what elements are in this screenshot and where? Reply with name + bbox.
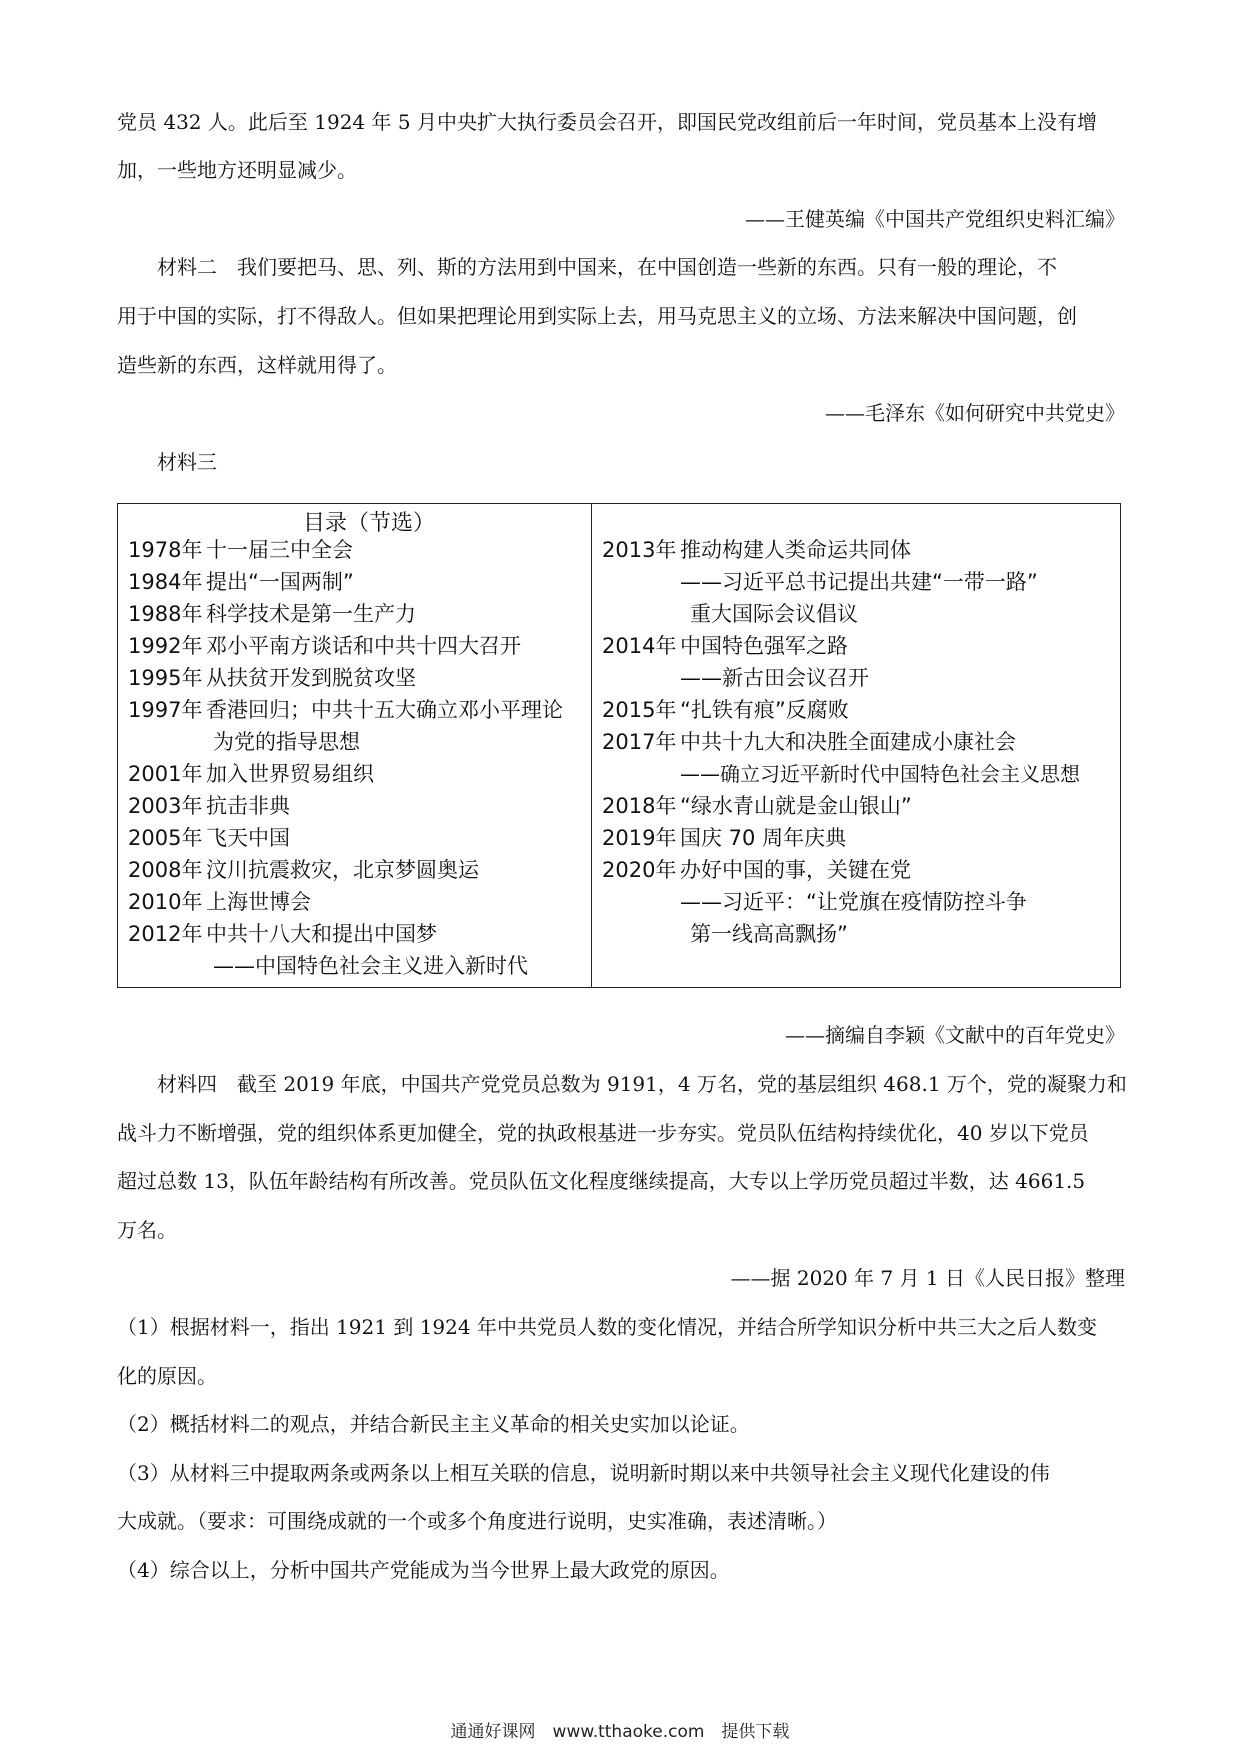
toc-title: 目录（节选） bbox=[303, 511, 436, 536]
toc-continuation: ——中国特色社会主义进入新时代 bbox=[213, 954, 528, 978]
material3-label: 材料三 bbox=[157, 450, 217, 474]
toc-entry bbox=[128, 631, 521, 661]
material2-text-line1: 材料二 我们要把马、思、列、斯的方法用到中国来，在中国创造一些新的东西。只有一般的理论，不 bbox=[157, 255, 1057, 279]
toc-continuation: 重大国际会议倡议 bbox=[690, 602, 858, 626]
toc-text: 抗击非典 bbox=[206, 794, 290, 818]
toc-entry bbox=[128, 887, 311, 917]
toc-text: 飞天中国 bbox=[206, 826, 290, 850]
toc-year: 2014年 bbox=[602, 634, 677, 658]
toc-year: 2019年 bbox=[602, 826, 677, 850]
toc-continuation: 为党的指导思想 bbox=[213, 730, 360, 754]
material4-text-line4: 万名。 bbox=[117, 1218, 177, 1242]
toc-text: 中共十九大和决胜全面建成小康社会 bbox=[680, 730, 1016, 754]
toc-text: 办好中国的事，关键在党 bbox=[680, 858, 911, 882]
toc-continuation: 第一线高高飘扬” bbox=[690, 922, 848, 946]
material2-text-line3: 造些新的东西，这样就用得了。 bbox=[117, 353, 397, 377]
toc-year: 2013年 bbox=[602, 538, 677, 562]
toc-text: 邓小平南方谈话和中共十四大召开 bbox=[206, 634, 521, 658]
toc-text: 汶川抗震救灾，北京梦圆奥运 bbox=[206, 858, 479, 882]
toc-text: 中共十八大和提出中国梦 bbox=[206, 922, 437, 946]
material4-text-line3: 超过总数 13，队伍年龄结构有所改善。党员队伍文化程度继续提高，大专以上学历党员超过半数，达 4661.5 bbox=[117, 1169, 1086, 1193]
toc-entry bbox=[602, 535, 911, 565]
toc-year: 2001年 bbox=[128, 762, 203, 786]
toc-entry bbox=[128, 791, 290, 821]
material1-source: ——王健英编《中国共产党组织史料汇编》 bbox=[745, 207, 1125, 231]
toc-year: 2018年 bbox=[602, 794, 677, 818]
toc-year: 1978年 bbox=[128, 538, 203, 562]
toc-year: 2010年 bbox=[128, 890, 203, 914]
question-3-line2: 大成就。（要求：可围绕成就的一个或多个角度进行说明，史实准确，表述清晰。） bbox=[117, 1509, 837, 1533]
material4-text-line1: 材料四 截至 2019 年底，中国共产党党员总数为 9191，4 万名，党的基层组织 468.1 万个，党的凝聚力和 bbox=[157, 1072, 1127, 1096]
toc-text: “扎铁有痕”反腐败 bbox=[680, 698, 849, 722]
material2-source: ——毛泽东《如何研究中共党史》 bbox=[825, 401, 1125, 425]
toc-year: 2015年 bbox=[602, 698, 677, 722]
toc-entry bbox=[128, 919, 437, 949]
toc-year: 2020年 bbox=[602, 858, 677, 882]
toc-entry bbox=[128, 663, 416, 693]
toc-year: 2005年 bbox=[128, 826, 203, 850]
toc-text: 推动构建人类命运共同体 bbox=[680, 538, 911, 562]
toc-text: 十一届三中全会 bbox=[206, 538, 353, 562]
material2-text-line2: 用于中国的实际，打不得敌人。但如果把理论用到实际上去，用马克思主义的立场、方法来解决中国问题，创 bbox=[117, 304, 1077, 328]
toc-entry bbox=[602, 727, 1016, 757]
question-4: （4）综合以上，分析中国共产党能成为当今世界上最大政党的原因。 bbox=[117, 1558, 730, 1582]
toc-year: 1997年 bbox=[128, 698, 203, 722]
toc-text: 上海世博会 bbox=[206, 890, 311, 914]
material3-source: ——摘编自李颖《文献中的百年党史》 bbox=[785, 1023, 1125, 1047]
toc-entry bbox=[602, 695, 849, 725]
question-2: （2）概括材料二的观点，并结合新民主主义革命的相关史实加以论证。 bbox=[117, 1412, 750, 1436]
toc-table bbox=[117, 503, 1121, 988]
toc-year: 1988年 bbox=[128, 602, 203, 626]
toc-text: 香港回归；中共十五大确立邓小平理论 bbox=[206, 698, 563, 722]
toc-year: 1992年 bbox=[128, 634, 203, 658]
toc-continuation: ——习近平总书记提出共建“一带一路” bbox=[680, 570, 1038, 594]
toc-text: 国庆 70 周年庆典 bbox=[680, 826, 847, 850]
toc-text: “绿水青山就是金山银山” bbox=[680, 794, 912, 818]
question-3-line1: （3）从材料三中提取两条或两条以上相互关联的信息，说明新时期以来中共领导社会主义现代化建设的伟 bbox=[117, 1461, 1050, 1485]
toc-continuation: ——习近平：“让党旗在疫情防控斗争 bbox=[680, 890, 1027, 914]
toc-text: 科学技术是第一生产力 bbox=[206, 602, 416, 626]
toc-year: 1984年 bbox=[128, 570, 203, 594]
toc-year: 2008年 bbox=[128, 858, 203, 882]
material4-text-line2: 战斗力不断增强，党的组织体系更加健全，党的执政根基进一步夯实。党员队伍结构持续优化，40 岁以下党员 bbox=[117, 1121, 1089, 1145]
toc-entry bbox=[602, 791, 912, 821]
toc-entry bbox=[128, 535, 353, 565]
toc-entry bbox=[602, 631, 848, 661]
toc-entry bbox=[602, 855, 911, 885]
toc-entry bbox=[602, 823, 846, 853]
toc-entry bbox=[128, 823, 290, 853]
toc-divider bbox=[591, 504, 592, 987]
toc-year: 2003年 bbox=[128, 794, 203, 818]
toc-text: 从扶贫开发到脱贫攻坚 bbox=[206, 666, 416, 690]
material1-text-line1: 党员 432 人。此后至 1924 年 5 月中央扩大执行委员会召开，即国民党改组前后一年时间，党员基本上没有增 bbox=[117, 110, 1097, 134]
toc-entry bbox=[128, 599, 416, 629]
toc-year: 1995年 bbox=[128, 666, 203, 690]
material4-source: ——据 2020 年 7 月 1 日《人民日报》整理 bbox=[730, 1266, 1125, 1290]
toc-year: 2012年 bbox=[128, 922, 203, 946]
toc-entry bbox=[128, 567, 354, 597]
toc-entry bbox=[128, 695, 563, 725]
toc-text: 中国特色强军之路 bbox=[680, 634, 848, 658]
toc-text: 加入世界贸易组织 bbox=[206, 762, 374, 786]
toc-year: 2017年 bbox=[602, 730, 677, 754]
toc-continuation: ——新古田会议召开 bbox=[680, 666, 869, 690]
material1-text-line2: 加，一些地方还明显减少。 bbox=[117, 158, 357, 182]
toc-entry bbox=[128, 855, 479, 885]
toc-continuation: ——确立习近平新时代中国特色社会主义思想 bbox=[680, 762, 1080, 786]
toc-text: 提出“一国两制” bbox=[206, 570, 354, 594]
toc-entry bbox=[128, 759, 374, 789]
question-1-line1: （1）根据材料一，指出 1921 到 1924 年中共党员人数的变化情况，并结合所学知识分析中共三大之后人数变 bbox=[117, 1315, 1097, 1339]
question-1-line2: 化的原因。 bbox=[117, 1364, 217, 1388]
page-footer: 通通好课网 www.tthaoke.com 提供下载 bbox=[450, 1722, 790, 1742]
